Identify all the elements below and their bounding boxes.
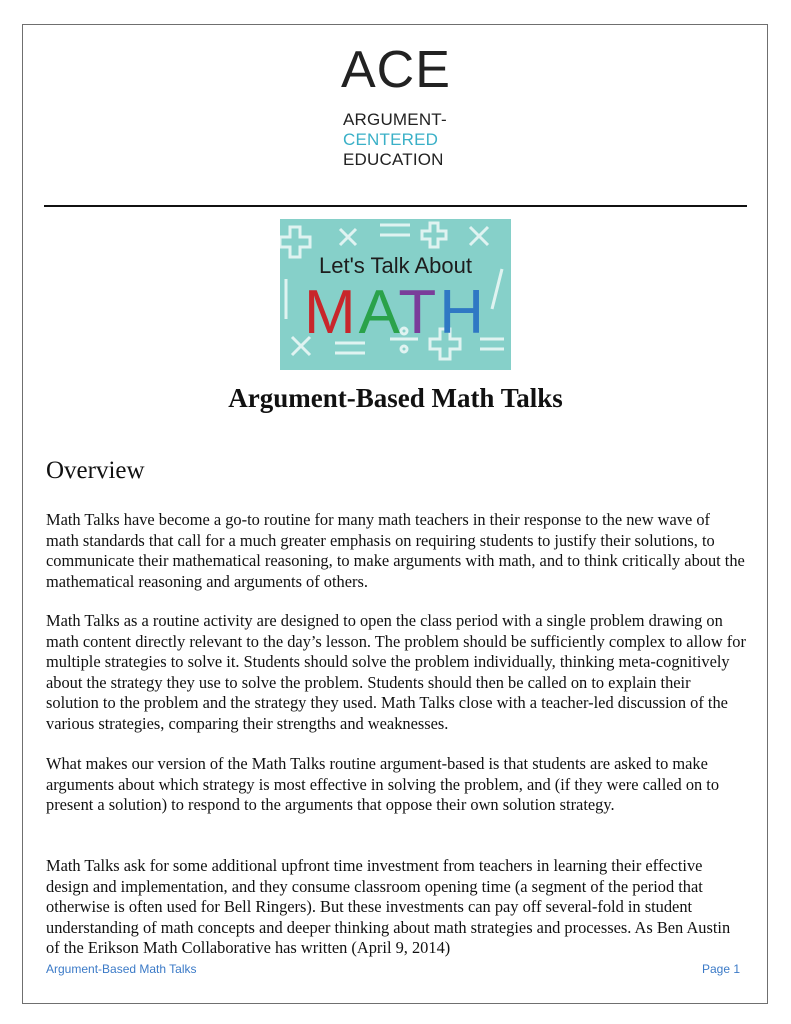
math-letter-m: M xyxy=(303,278,359,347)
math-letter-t: T xyxy=(398,278,440,347)
document-title: Argument-Based Math Talks xyxy=(228,383,563,413)
ace-logo xyxy=(341,41,451,169)
banner-math-word xyxy=(280,277,511,348)
paragraph-3: What makes our version of the Math Talks routine argument-based is that students are asked to make arguments about which strategy is most effective in solving the problem, and (if they were called on to present a solution) to respond to the arguments that oppose their own solution strategy. xyxy=(46,754,720,814)
paragraph-4: Math Talks ask for some additional upfront time investment from teachers in learning their effective design and implementation, and they consume classroom opening time (a segment of the period that otherwise is often used for Bell Ringers). But these investments can pay off several-fold in student understanding of math concepts and deeper thinking about math strategies and processes. As Ben Austin of the Erikson Math Collaborative has written (April 9, 2014) xyxy=(46,856,731,957)
footer-document-title: Argument-Based Math Talks xyxy=(46,962,197,976)
math-banner-image xyxy=(280,219,511,370)
times-symbol-icon xyxy=(470,227,488,245)
footer-page-number: Page 1 xyxy=(702,962,741,976)
paragraph-1: Math Talks have become a go-to routine for many math teachers in their response to the new wave of math standards that call for a much greater emphasis on requiring students to justify their solutions, to communicate their mathematical reasoning, to make arguments with math, and to think critically about the mathematical reasoning and arguments of others. xyxy=(46,510,745,591)
logo-line-centered: CENTERED xyxy=(343,130,439,149)
logo-line-education: EDUCATION xyxy=(343,150,444,169)
equals-symbol-icon xyxy=(380,225,410,235)
logo-line-argument: ARGUMENT- xyxy=(343,110,447,129)
times-symbol-icon xyxy=(340,229,356,245)
section-heading-overview: Overview xyxy=(46,457,145,484)
header-divider xyxy=(44,205,747,207)
math-letter-a: A xyxy=(358,278,399,347)
math-letter-h: H xyxy=(439,278,488,347)
banner-tagline: Let's Talk About xyxy=(318,253,472,278)
logo-ace-text: ACE xyxy=(341,41,451,99)
paragraph-2: Math Talks as a routine activity are designed to open the class period with a single problem drawing on math content directly relevant to the day’s lesson. The problem should be sufficiently complex to allow for multiple strategies to solve it. Students should solve the problem individually, thinking meta-cognitively about the strategy they use to solve the problem. Students should then be called on to explain their solution to the problem and the strategy they used. Math Talks close with a teacher-led discussion of the various strategies, comparing their strengths and weaknesses. xyxy=(46,611,746,733)
plus-symbol-icon xyxy=(422,223,446,247)
